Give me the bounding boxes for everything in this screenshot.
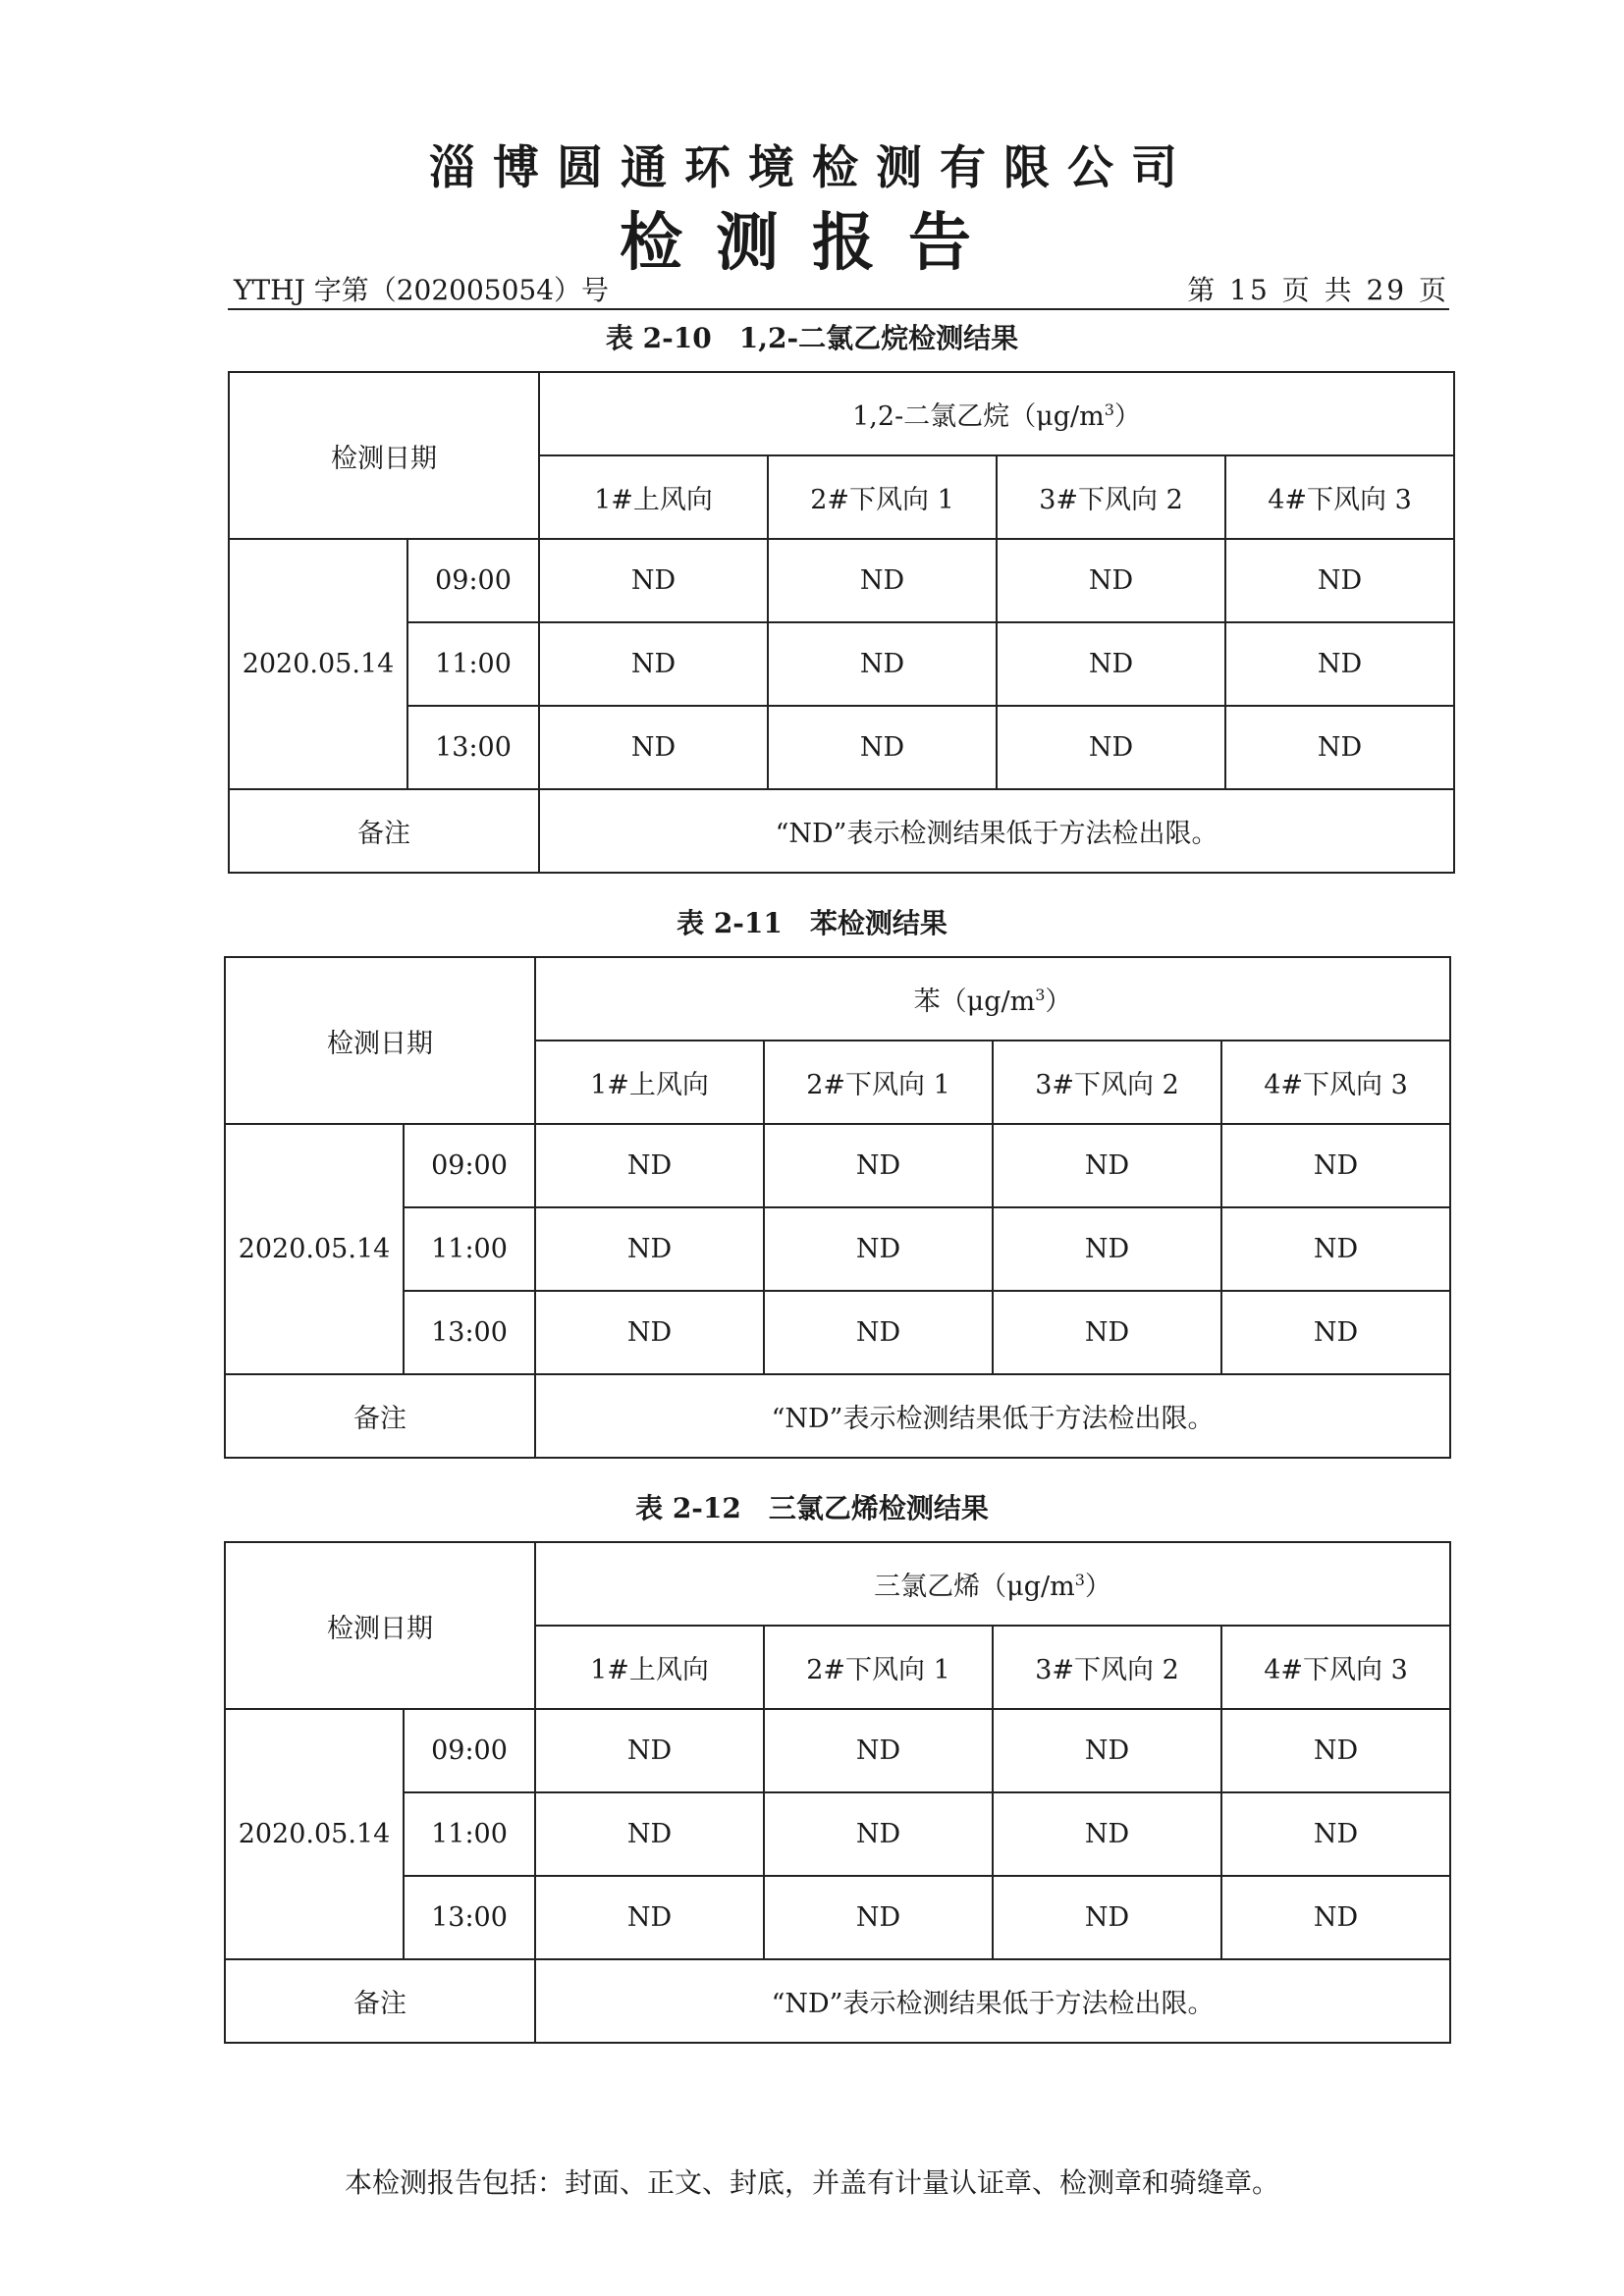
remark-label: 备注 — [229, 789, 539, 873]
sample-time: 13:00 — [404, 1291, 535, 1374]
date-column-header: 检测日期 — [225, 957, 535, 1124]
substance-name: 三氯乙烯 — [874, 1572, 981, 1602]
sample-time: 11:00 — [404, 1792, 535, 1876]
substance-name: 1,2-二氯乙烷 — [852, 401, 1010, 432]
results-table-trichloroethylene — [224, 1541, 1451, 2044]
report-title: 检测报告 — [620, 206, 1004, 280]
location-header: 4#下风向 3 — [1221, 1041, 1450, 1124]
result-cell: ND — [535, 1709, 764, 1792]
table-row — [225, 1291, 1450, 1374]
sample-date: 2020.05.14 — [225, 1124, 404, 1374]
location-header: 3#下风向 2 — [993, 1626, 1221, 1709]
sample-time: 11:00 — [404, 1207, 535, 1291]
result-cell: ND — [1221, 1792, 1450, 1876]
result-cell: ND — [997, 706, 1225, 789]
table-row — [225, 1792, 1450, 1876]
result-cell: ND — [768, 706, 997, 789]
sample-time: 13:00 — [404, 1876, 535, 1959]
sample-time: 09:00 — [404, 1124, 535, 1207]
company-name: 淄博圆通环境检测有限公司 — [429, 141, 1195, 195]
location-header: 1#上风向 — [539, 455, 768, 539]
sample-date: 2020.05.14 — [229, 539, 407, 789]
footer-note: 本检测报告包括：封面、正文、封底，并盖有计量认证章、检测章和骑缝章。 — [344, 2166, 1279, 2199]
location-header: 4#下风向 3 — [1225, 455, 1454, 539]
result-cell: ND — [1225, 539, 1454, 622]
sample-time: 13:00 — [407, 706, 539, 789]
result-cell: ND — [993, 1207, 1221, 1291]
remark-text: “ND”表示检测结果低于方法检出限。 — [539, 789, 1454, 873]
remark-label: 备注 — [225, 1959, 535, 2043]
unit-label: $(\mu g/m^3)$ — [940, 986, 1072, 1017]
unit-label: $(\mu g/m^3)$ — [980, 1571, 1111, 1602]
location-header: 2#下风向 1 — [768, 455, 997, 539]
location-header: 1#上风向 — [535, 1041, 764, 1124]
result-cell: ND — [764, 1876, 993, 1959]
location-header: 1#上风向 — [535, 1626, 764, 1709]
result-cell: ND — [1225, 706, 1454, 789]
result-cell: ND — [1225, 622, 1454, 706]
result-cell: ND — [768, 539, 997, 622]
table-row — [229, 622, 1454, 706]
result-cell: ND — [1221, 1207, 1450, 1291]
result-cell: ND — [535, 1291, 764, 1374]
result-cell: ND — [539, 539, 768, 622]
table-row — [229, 539, 1454, 622]
result-cell: ND — [535, 1876, 764, 1959]
substance-header — [535, 957, 1450, 1041]
result-cell: ND — [997, 539, 1225, 622]
result-cell: ND — [993, 1291, 1221, 1374]
results-table-1-2-dichloroethane — [228, 371, 1455, 874]
result-cell: ND — [539, 706, 768, 789]
result-cell: ND — [993, 1709, 1221, 1792]
unit-label: $(\mu g/m^3)$ — [1009, 400, 1141, 432]
sample-time: 09:00 — [407, 539, 539, 622]
result-cell: ND — [1221, 1876, 1450, 1959]
result-cell: ND — [539, 622, 768, 706]
result-cell: ND — [764, 1792, 993, 1876]
result-cell: ND — [993, 1124, 1221, 1207]
table-row — [225, 1876, 1450, 1959]
result-cell: ND — [535, 1207, 764, 1291]
table-caption: 表 2-10 1,2-二氯乙烷检测结果 — [605, 322, 1019, 354]
header-divider — [228, 308, 1449, 310]
result-cell: ND — [768, 622, 997, 706]
remark-text: “ND”表示检测结果低于方法检出限。 — [535, 1374, 1450, 1458]
sample-time: 09:00 — [404, 1709, 535, 1792]
table-row — [225, 1709, 1450, 1792]
result-cell: ND — [993, 1876, 1221, 1959]
sample-date: 2020.05.14 — [225, 1709, 404, 1959]
document-number: YTHJ 字第（202005054）号 — [234, 274, 610, 306]
result-cell: ND — [993, 1792, 1221, 1876]
date-column-header: 检测日期 — [229, 372, 539, 539]
table-row — [225, 1124, 1450, 1207]
result-cell: ND — [764, 1124, 993, 1207]
location-header: 3#下风向 2 — [997, 455, 1225, 539]
result-cell: ND — [764, 1207, 993, 1291]
substance-name: 苯 — [913, 987, 941, 1017]
sample-time: 11:00 — [407, 622, 539, 706]
result-cell: ND — [1221, 1291, 1450, 1374]
result-cell: ND — [535, 1124, 764, 1207]
page-indicator: 第 15 页 共 29 页 — [1187, 274, 1449, 306]
location-header: 4#下风向 3 — [1221, 1626, 1450, 1709]
remark-text: “ND”表示检测结果低于方法检出限。 — [535, 1959, 1450, 2043]
table-caption: 表 2-11 苯检测结果 — [677, 907, 947, 939]
table-caption: 表 2-12 三氯乙烯检测结果 — [635, 1492, 989, 1524]
result-cell: ND — [1221, 1709, 1450, 1792]
substance-header — [539, 372, 1454, 455]
location-header: 3#下风向 2 — [993, 1041, 1221, 1124]
location-header: 2#下风向 1 — [764, 1626, 993, 1709]
substance-header — [535, 1542, 1450, 1626]
result-cell: ND — [764, 1291, 993, 1374]
location-header: 2#下风向 1 — [764, 1041, 993, 1124]
result-cell: ND — [535, 1792, 764, 1876]
result-cell: ND — [764, 1709, 993, 1792]
table-row — [229, 706, 1454, 789]
date-column-header: 检测日期 — [225, 1542, 535, 1709]
table-row — [225, 1207, 1450, 1291]
result-cell: ND — [997, 622, 1225, 706]
result-cell: ND — [1221, 1124, 1450, 1207]
results-table-benzene — [224, 956, 1451, 1459]
remark-label: 备注 — [225, 1374, 535, 1458]
